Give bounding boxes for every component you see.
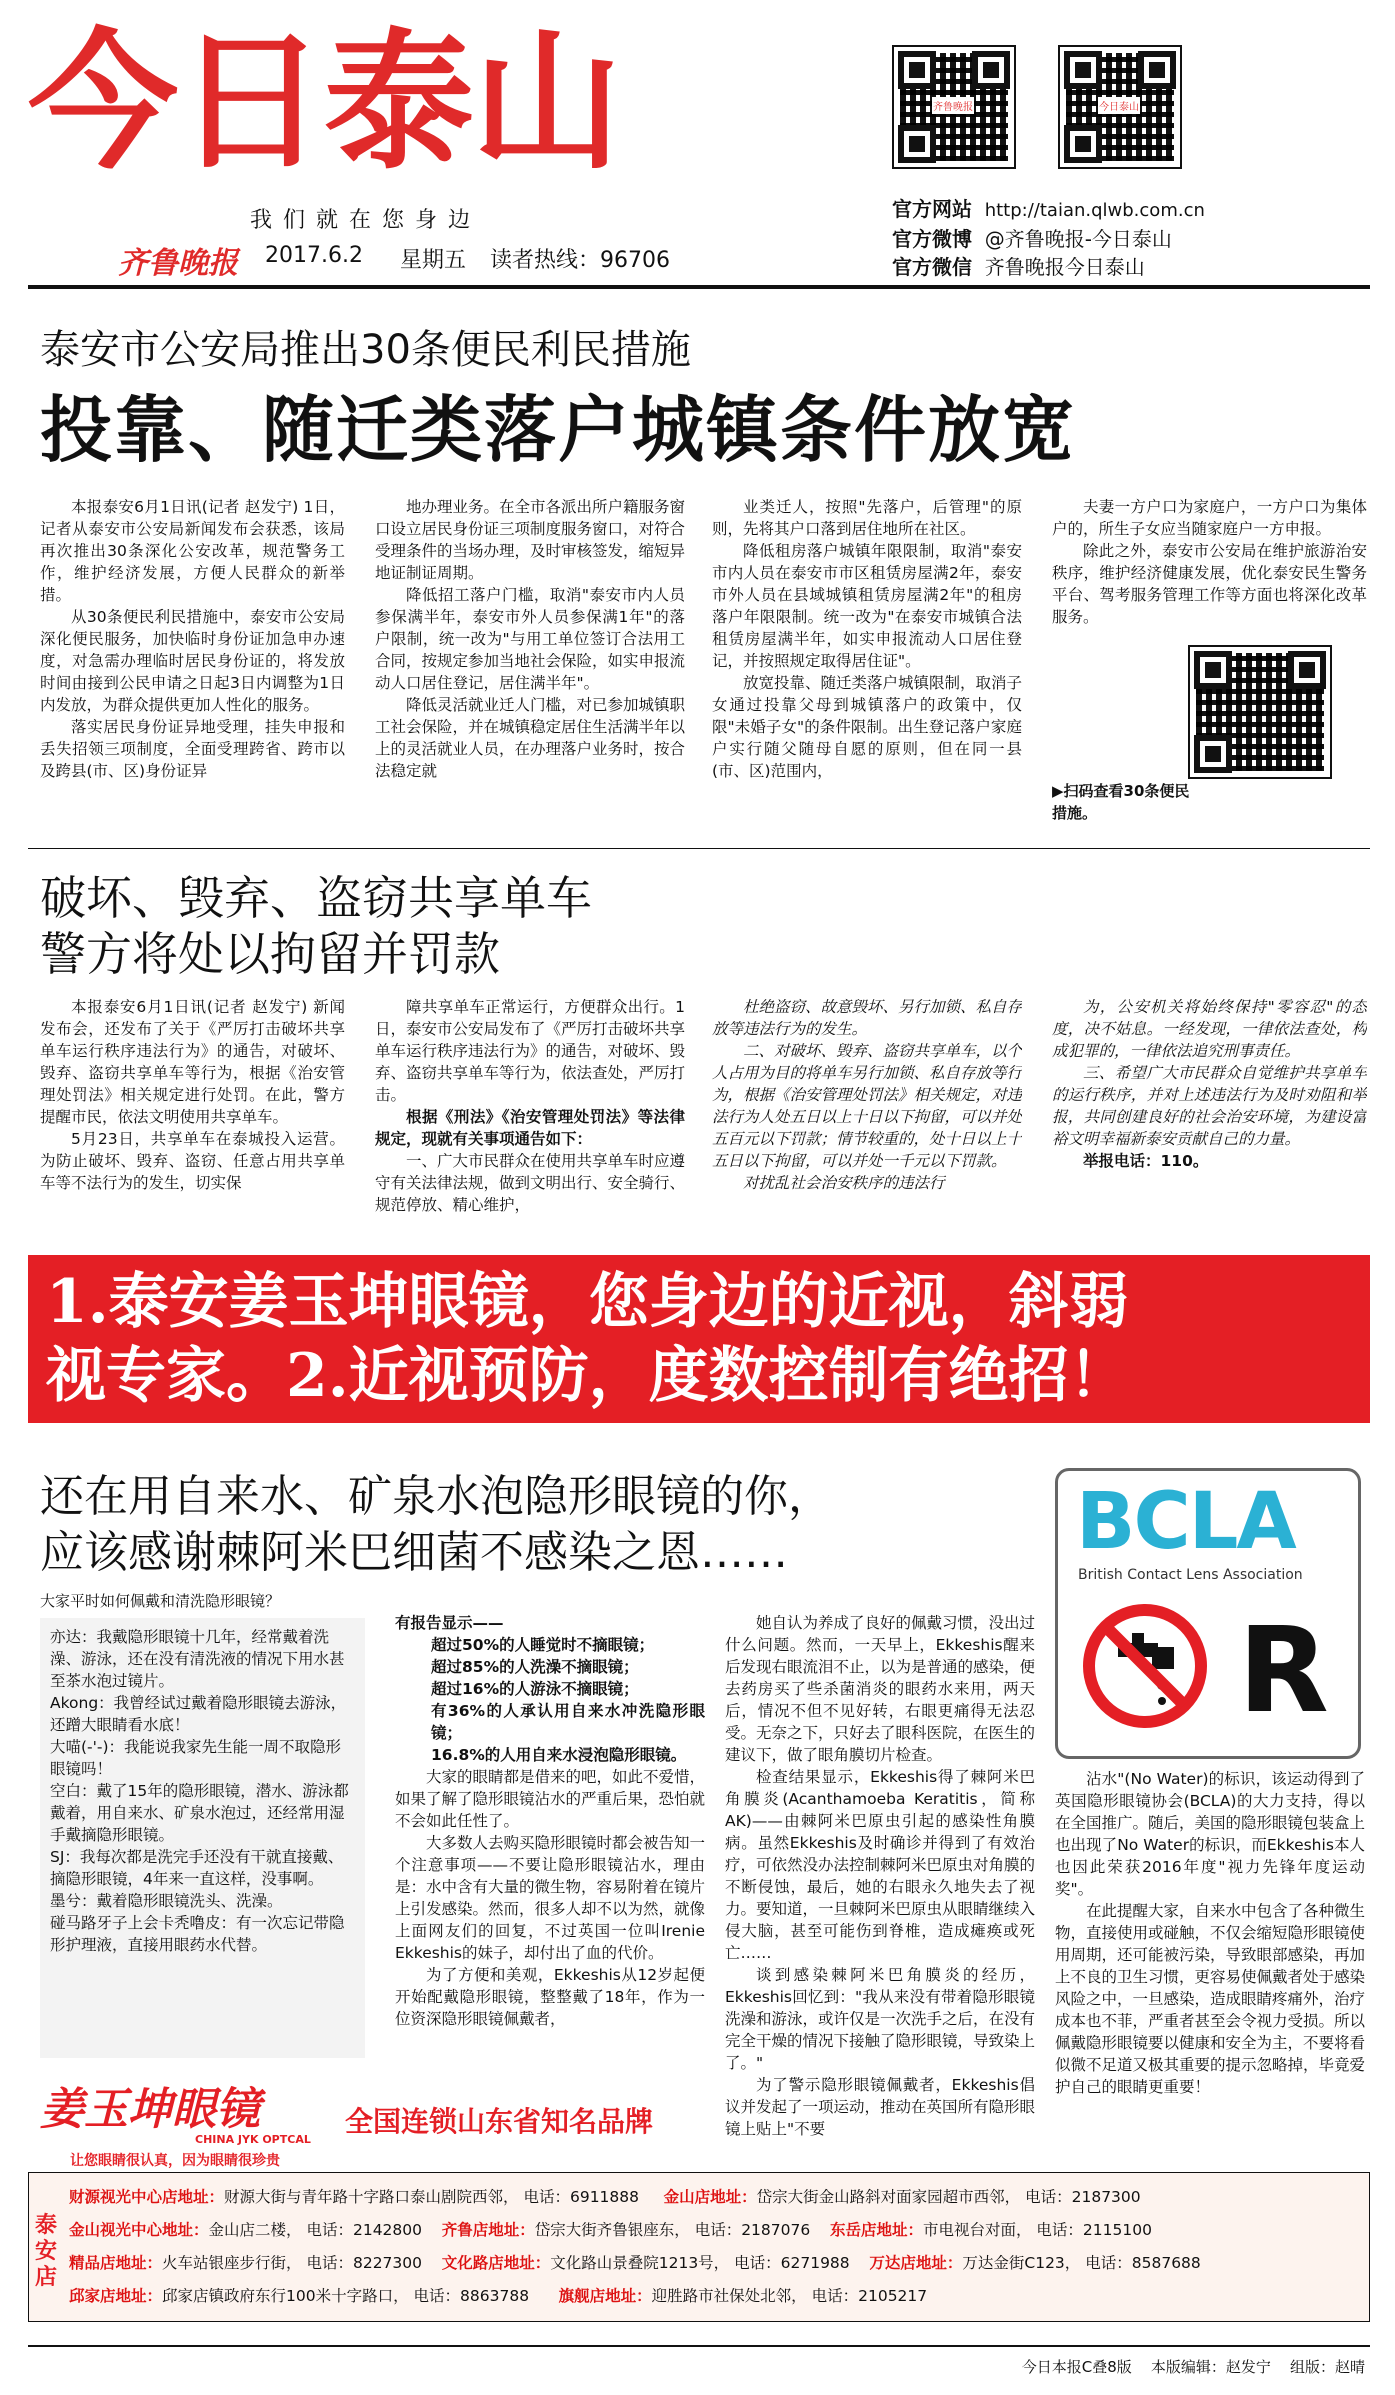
address-row: 金山视光中心地址：金山店二楼， 电话：2142800 齐鲁店地址：岱宗大街齐鲁银座东， 电话：2187076 东岳店地址：市电视台对面， 电话：2115100 — [69, 2221, 1152, 2239]
qr-code-left — [892, 45, 1016, 169]
report-list — [395, 1634, 705, 1766]
article3-col4: 沾水"(No Water)的标识，该运动得到了英国隐形眼镜协会(BCLA)的大力支持，得以在全国推广。随后，美国的隐形眼镜包装盒上也出现了No Water的标识，而Ekkeshis本人也因此荣获2016年度"视力先锋年度运动奖"。 在此提醒大家，自来水中包含了各种微生物，直接使用或碰触，不仅会缩短隐形眼镜使用周期，还可能被污染，导致眼部感染，再加上不良的卫生习惯，更容易使佩戴者处于感染风险之中，一旦感染，造成眼睛疼痛外，治疗成本也不菲，严重者甚至会令视力受损。所以佩戴隐形眼镜要以健康和安全为主，不要将看似微不足道又极其重要的提示忽略掉，毕竟爱护自己的眼睛更重要！ — [1055, 1770, 1365, 2096]
article2-col4: 为，公安机关将始终保持"零容忍"的态度，决不姑息。一经发现，一律依法查处，构成犯罪的，一律依法追究刑事责任。 三、希望广大市民群众自觉维护共享单车的运行秩序，并对上述违法行为及时劝阻和举报，共同创建良好的社会治安环境，为建设富裕文明幸福新泰安贡献自己的力量。 举报电话：110。 — [1052, 998, 1367, 1170]
article1-qr-label: ▶扫码查看30条便民措施。 — [1052, 782, 1190, 822]
masthead-slogan: 我 们 就 在 您 身 边 — [250, 208, 472, 233]
article1-col2: 地办理业务。在全市各派出所户籍服务窗口设立居民身份证三项制度服务窗口，对符合受理条件的当场办理，及时审核签发，缩短异地证制证周期。 降低招工落户门槛，取消"泰安市内人员参保满半年，泰安市外人员参保满1年"的落户限制，统一改为"与用工单位签订合法用工合同，按规定参加当地社会保险，如实申报流动人口居住登记，居住满半年"。 降低灵活就业迁人门槛，对已参加城镇职工社会保险，并在城镇稳定居住生活满半年以上的灵活就业人员，在办理落户业务时，按合法稳定就 — [375, 498, 685, 780]
qr-code-right — [1058, 45, 1182, 169]
qr-caption-right: 今日泰山 — [1098, 97, 1140, 114]
article1-qr-code — [1188, 645, 1332, 779]
masthead-title: 今日泰山 — [28, 16, 621, 190]
article1-col4: 夫妻一方户口为家庭户，一方户口为集体户的，所生子女应当随家庭户一方申报。 除此之外，泰安市公安局在维护旅游治安秩序，维护经济健康发展，优化泰安民生警务平台、驾考服务管理工作等方面也将深化改革服务。 — [1052, 498, 1367, 626]
link-wechat[interactable]: 官方微信 齐鲁晚报今日泰山 — [892, 255, 1145, 279]
link-weibo[interactable]: 官方微博 @齐鲁晚报-今日泰山 — [892, 227, 1172, 251]
qr-caption-left: 齐鲁晚报 — [932, 97, 974, 114]
article3-col2: 有报告显示—— 超过50%的人睡觉时不摘眼镜； 超过85%的人洗澡不摘眼镜； 超过16%的人游泳不摘眼镜； 有36%的人承认用自来水冲洗隐形眼镜； 16.8%的人用自来水浸泡隐形眼镜。 大家的眼睛都是借来的吧，如此不爱惜，如果了解了隐形眼镜沾水的严重后果，恐怕就不会如此任性了。 大多数人去购买隐形眼镜时都会被告知一个注意事项——不要让隐形眼镜沾水，理由是：水中含有大量的微生物，容易附着在镜片上引发感染。然而，很多人却不以为然，就像上面网友们的回复，不过英国一位叫Irenie Ekkeshis的妹子，却付出了血的代价。 为了方便和美观，Ekkeshis从12岁起便开始配戴隐形眼镜，整整戴了18年，作为一位资深隐形眼镜佩戴者， — [395, 1614, 705, 2028]
article3-headline-line1: 还在用自来水、矿泉水泡隐形眼镜的你， — [40, 1471, 832, 1522]
divider-1 — [28, 848, 1370, 849]
report-item: 超过50%的人睡觉时不摘眼镜； — [431, 1636, 655, 1654]
ad-banner-line2: 视专家。2.近视预防，度数控制有绝招！ — [46, 1341, 1129, 1411]
bcla-subtitle: British Contact Lens Association — [1078, 1567, 1303, 1583]
quote-item: 空白：戴了15年的隐形眼镜，潜水、游泳都戴着，用自来水、矿泉水泡过，还经常用湿手戴摘隐形眼镜。 — [50, 1782, 349, 1844]
report-item: 超过85%的人洗澡不摘眼镜； — [431, 1658, 639, 1676]
article2-col3: 杜绝盗窃、故意毁坏、另行加锁、私自存放等违法行为的发生。 二、对破坏、毁弃、盗窃共享单车，以个人占用为目的将单车另行加锁、私自存放等行为，根据《治安管理处罚法》相关规定，对违法行为人处五日以上十日以下拘留，可以并处五百元以下罚款；情节较重的，处十日以上十五日以下拘留，可以并处一千元以下罚款。 对扰乱社会治安秩序的违法行 — [712, 998, 1022, 1192]
bcla-logo: BCLA — [1076, 1477, 1295, 1567]
store-side-label: 泰安店 — [35, 2213, 58, 2290]
article2-headline-line2: 警方将处以拘留并罚款 — [40, 927, 500, 981]
store-address-block — [28, 2172, 1370, 2322]
quote-item: 大喵(-'-)：我能说我家先生能一周不取隐形眼镜吗！ — [50, 1738, 342, 1778]
article3-headline-line2: 应该感谢棘阿米巴细菌不感染之恩…… — [40, 1527, 788, 1578]
jyk-logo: 姜玉坤眼镜 CHINA JYK OPTCAL — [40, 2084, 311, 2146]
address-row: 财源视光中心店地址：财源大街与青年路十字路口泰山剧院西邻， 电话：6911888 金山店地址：岱宗大街金山路斜对面家园超市西邻， 电话：2187300 — [69, 2188, 1141, 2206]
quote-item: SJ：我每次都是洗完手还没有干就直接戴、摘隐形眼镜，4年来一直这样，没事啊。 — [50, 1848, 344, 1888]
article1-col1: 本报泰安6月1日讯(记者 赵发宁) 1日，记者从泰安市公安局新闻发布会获悉，该局再次推出30条深化公安改革，规范警务工作，维护经济发展，方便人民群众的新举措。 从30条便民利民措施中，泰安市公安局深化便民服务，加快临时身份证加急申办速度，对急需办理临时居民身份证的，将发放时间由接到公民申请之日起3日内调整为1日内发放，为群众提供更加人性化的服务。 落实居民身份证异地受理，挂失申报和丢失招领三项制度，全面受理跨省、跨市以及跨县(市、区)身份证异 — [40, 498, 345, 780]
footer-rule — [28, 2345, 1370, 2347]
masthead-rule — [28, 285, 1370, 289]
bcla-letter: R — [1238, 1601, 1329, 1739]
brand-logo: 齐鲁晚报 — [118, 246, 238, 281]
issue-date: 2017.6.2 — [265, 243, 363, 268]
quote-item: 碰马路牙子上会卡秃噜皮：有一次忘记带隐形护理液，直接用眼药水代替。 — [50, 1914, 345, 1954]
issue-weekday: 星期五 — [400, 248, 467, 273]
quote-item: 墨兮：戴着隐形眼镜洗头、洗澡。 — [50, 1892, 283, 1910]
quote-item: Akong：我曾经试过戴着隐形眼镜去游泳，还蹭大眼睛看水底！ — [50, 1694, 347, 1734]
report-item: 超过16%的人游泳不摘眼镜； — [431, 1680, 639, 1698]
article3-quotes — [40, 1618, 365, 2058]
article1-kicker: 泰安市公安局推出30条便民利民措施 — [40, 327, 691, 373]
article3-col3: 她自认为养成了良好的佩戴习惯，没出过什么问题。然而，一天早上，Ekkeshis醒来后发现右眼流泪不止，以为是普通的感染，便去药房买了些杀菌消炎的眼药水来用，两天后，情况不但不见好转，右眼更痛得无法忍受。无奈之下，只好去了眼科医院，在医生的建议下，做了眼角膜切片检查。 检查结果显示，Ekkeshis得了棘阿米巴角膜炎(Acanthamoeba Keratitis，简称AK)——由棘阿米巴原虫引起的感染性角膜病。虽然Ekkeshis及时确诊并得到了有效治疗，可依然没办法控制棘阿米巴原虫对角膜的不断侵蚀，最后，她的右眼永久地失去了视力。要知道，一旦棘阿米巴原虫从眼睛继续入侵大脑，甚至可能伤到脊椎，造成瘫痪或死亡…… 谈到感染棘阿米巴角膜炎的经历，Ekkeshis回忆到："我从来没有带着隐形眼镜洗澡和游泳，或许仅是一次洗手之后，在没有完全干燥的情况下接触了隐形眼镜，导致染上了。" 为了警示隐形眼镜佩戴者，Ekkeshis倡议并发起了一项运动，推动在英国所有隐形眼镜上贴上"不要 — [725, 1614, 1035, 2138]
footer-page: 今日本报C叠8版 — [1021, 2358, 1132, 2376]
article2-col1: 本报泰安6月1日讯(记者 赵发宁) 新闻发布会，还发布了关于《严厉打击破坏共享单车运行秩序违法行为》的通告，对破坏、毁弃、盗窃共享单车等行为，根据《治安管理处罚法》相关规定进行处罚。在此，警方提醒市民，依法文明使用共享单车。 5月23日，共享单车在泰城投入运营。为防止破坏、毁弃、盗窃、任意占用共享单车等不法行为的发生，切实保 — [40, 998, 345, 1192]
reader-hotline: 读者热线：96706 — [490, 248, 670, 273]
footer-info — [1022, 2356, 1365, 2377]
jyk-tagline: 让您眼睛很认真，因为眼睛很珍贵 — [70, 2153, 280, 2169]
no-water-icon — [1082, 1603, 1208, 1729]
report-title: 有报告显示—— — [395, 1614, 504, 1632]
article3-intro: 大家平时如何佩戴和清洗隐形眼镜？ — [40, 1592, 281, 1610]
article1-col3: 业类迁人，按照"先落户，后管理"的原则，先将其户口落到居住地所在社区。 降低租房落户城镇年限限制，取消"泰安市内人员在泰安市市区租赁房屋满2年，泰安市外人员在县域城镇租赁房屋满2年"的租房落户年限限制。统一改为"在泰安市城镇合法租赁房屋满半年，如实申报流动人口居住登记，并按照规定取得居住证"。 放宽投靠、随迁类落户城镇限制，取消子女通过投靠父母到城镇落户的政策中，仅限"未婚子女"的条件限制。出生登记落户家庭户实行随父随母自愿的原则，但在同一县(市、区)范围内， — [712, 498, 1022, 780]
address-rows — [69, 2181, 1201, 2313]
article1-headline: 投靠、随迁类落户城镇条件放宽 — [40, 388, 1077, 472]
report-item: 16.8%的人用自来水浸泡隐形眼镜。 — [431, 1746, 687, 1764]
report-item: 有36%的人承认用自来水冲洗隐形眼镜； — [431, 1702, 705, 1742]
ad-banner-line1: 1.泰安姜玉坤眼镜，您身边的近视，斜弱 — [46, 1267, 1129, 1337]
article2-headline-line1: 破坏、毁弃、盗窃共享单车 — [40, 871, 592, 925]
ad-banner — [28, 1255, 1370, 1423]
bcla-graphic — [1055, 1468, 1361, 1759]
article2-col2: 障共享单车正常运行，方便群众出行。1日，泰安市公安局发布了《严厉打击破坏共享单车运行秩序违法行为》的通告，对破坏、毁弃、盗窃共享单车等行为，依法查处，严厉打击。 根据《刑法》《治安管理处罚法》等法律规定，现就有关事项通告如下： 一、广大市民群众在使用共享单车时应遵守有关法律法规，做到文明出行、安全骑行、规范停放、精心维护， — [375, 998, 685, 1214]
jyk-slogan: 全国连锁山东省知名品牌 — [345, 2105, 654, 2138]
footer-layout: 组版：赵晴 — [1289, 2358, 1365, 2376]
address-row: 精品店地址：火车站银座步行街， 电话：8227300 文化路店地址：文化路山景叠院1213号， 电话：6271988 万达店地址：万达金街C123， 电话：8587688 — [69, 2254, 1201, 2272]
official-links — [892, 195, 1205, 281]
link-website[interactable]: 官方网站 http://taian.qlwb.com.cn — [892, 197, 1205, 221]
footer-editor: 本版编辑：赵发宁 — [1150, 2358, 1271, 2376]
quote-item: 亦达：我戴隐形眼镜十几年，经常戴着洗澡、游泳，还在没有清洗液的情况下用水甚至茶水泡过镜片。 — [50, 1628, 345, 1690]
address-row: 邱家店地址：邱家店镇政府东行100米十字路口， 电话：8863788 旗舰店地址：迎胜路市社保处北邻， 电话：2105217 — [69, 2287, 928, 2305]
